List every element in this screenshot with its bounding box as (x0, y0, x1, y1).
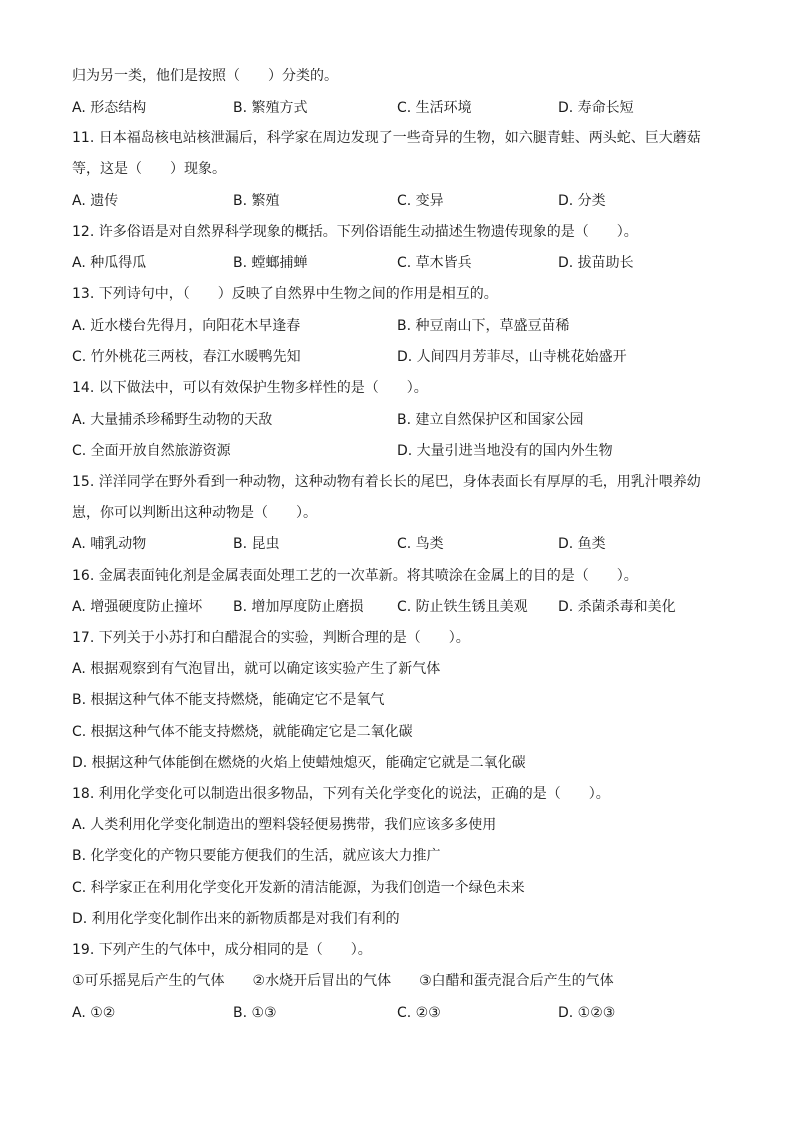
q14-option-d: D. 大量引进当地没有的国内外生物 (397, 443, 613, 459)
q17-option-a: A. 根据观察到有气泡冒出，就可以确定该实验产生了新气体 (72, 661, 441, 677)
q11-option-c: C. 变异 (397, 193, 444, 209)
q19-items: ①可乐摇晃后产生的气体 ②水烧开后冒出的气体 ③白醋和蛋壳混合后产生的气体 (72, 973, 614, 989)
q17-option-c: C. 根据这种气体不能支持燃烧，就能确定它是二氧化碳 (72, 724, 413, 740)
q13-option-d: D. 人间四月芳菲尽，山寺桃花始盛开 (397, 349, 627, 365)
q12-option-d: D. 拔苗助长 (558, 255, 634, 271)
q15-option-c: C. 鸟类 (397, 536, 444, 552)
q15-stem-line2: 崽，你可以判断出这种动物是（ ）。 (72, 505, 317, 521)
q17-stem: 17. 下列关于小苏打和白醋混合的实验，判断合理的是（ ）。 (72, 630, 470, 646)
q12-option-c: C. 草木皆兵 (397, 255, 472, 271)
q19-option-d: D. ①②③ (558, 1005, 616, 1021)
q18-option-d: D. 利用化学变化制作出来的新物质都是对我们有利的 (72, 911, 400, 927)
q11-stem-line1: 11. 日本福岛核电站核泄漏后，科学家在周边发现了一些奇异的生物，如六腿青蛙、两头蛇、巨大蘑菇 (72, 130, 701, 146)
q10-option-a: A. 形态结构 (72, 100, 147, 116)
q15-option-b: B. 昆虫 (233, 536, 280, 552)
q15-option-a: A. 哺乳动物 (72, 536, 147, 552)
q19-option-b: B. ①③ (233, 1005, 277, 1021)
q10-option-b: B. 繁殖方式 (233, 100, 308, 116)
q19-option-a: A. ①② (72, 1005, 116, 1021)
q14-stem: 14. 以下做法中，可以有效保护生物多样性的是（ ）。 (72, 380, 428, 396)
q13-stem: 13. 下列诗句中，（ ）反映了自然界中生物之间的作用是相互的。 (72, 286, 498, 302)
q15-stem-line1: 15. 洋洋同学在野外看到一种动物，这种动物有着长长的尾巴，身体表面长有厚厚的毛，用乳汁喂养幼 (72, 474, 701, 490)
q16-option-b: B. 增加厚度防止磨损 (233, 599, 364, 615)
q16-option-d: D. 杀菌杀毒和美化 (558, 599, 676, 615)
q11-option-a: A. 遗传 (72, 193, 119, 209)
q13-option-b: B. 种豆南山下，草盛豆苗稀 (397, 318, 570, 334)
q18-option-b: B. 化学变化的产物只要能方便我们的生活，就应该大力推广 (72, 848, 441, 864)
q17-option-b: B. 根据这种气体不能支持燃烧，能确定它不是氧气 (72, 692, 385, 708)
q13-option-c: C. 竹外桃花三两枝，春江水暖鸭先知 (72, 349, 301, 365)
q16-option-c: C. 防止铁生锈且美观 (397, 599, 528, 615)
q12-option-b: B. 螳螂捕蝉 (233, 255, 308, 271)
q14-option-b: B. 建立自然保护区和国家公园 (397, 412, 584, 428)
q13-option-a: A. 近水楼台先得月，向阳花木早逢春 (72, 318, 301, 334)
q11-option-b: B. 繁殖 (233, 193, 280, 209)
q18-option-c: C. 科学家正在利用化学变化开发新的清洁能源，为我们创造一个绿色未来 (72, 880, 525, 896)
q12-option-a: A. 种瓜得瓜 (72, 255, 147, 271)
q16-stem: 16. 金属表面钝化剂是金属表面处理工艺的一次革新。将其喷涂在金属上的目的是（ ）。 (72, 568, 638, 584)
q18-option-a: A. 人类利用化学变化制造出的塑料袋轻便易携带，我们应该多多使用 (72, 817, 497, 833)
q15-option-d: D. 鱼类 (558, 536, 606, 552)
q19-stem: 19. 下列产生的气体中，成分相同的是（ ）。 (72, 942, 372, 958)
q11-stem-line2: 等，这是（ ）现象。 (72, 161, 226, 177)
q10-option-c: C. 生活环境 (397, 100, 472, 116)
q18-stem: 18. 利用化学变化可以制造出很多物品，下列有关化学变化的说法，正确的是（ ）。 (72, 786, 610, 802)
q14-option-c: C. 全面开放自然旅游资源 (72, 443, 231, 459)
q16-option-a: A. 增强硬度防止撞坏 (72, 599, 203, 615)
q10-option-d: D. 寿命长短 (558, 100, 634, 116)
q12-stem: 12. 许多俗语是对自然界科学现象的概括。下列俗语能生动描述生物遗传现象的是（ ）。 (72, 224, 638, 240)
q11-option-d: D. 分类 (558, 193, 606, 209)
q17-option-d: D. 根据这种气体能倒在燃烧的火焰上使蜡烛熄灭，能确定它就是二氧化碳 (72, 755, 526, 771)
q19-option-c: C. ②③ (397, 1005, 441, 1021)
q14-option-a: A. 大量捕杀珍稀野生动物的天敌 (72, 412, 273, 428)
q10-stem-continuation: 归为另一类，他们是按照（ ）分类的。 (72, 68, 338, 84)
